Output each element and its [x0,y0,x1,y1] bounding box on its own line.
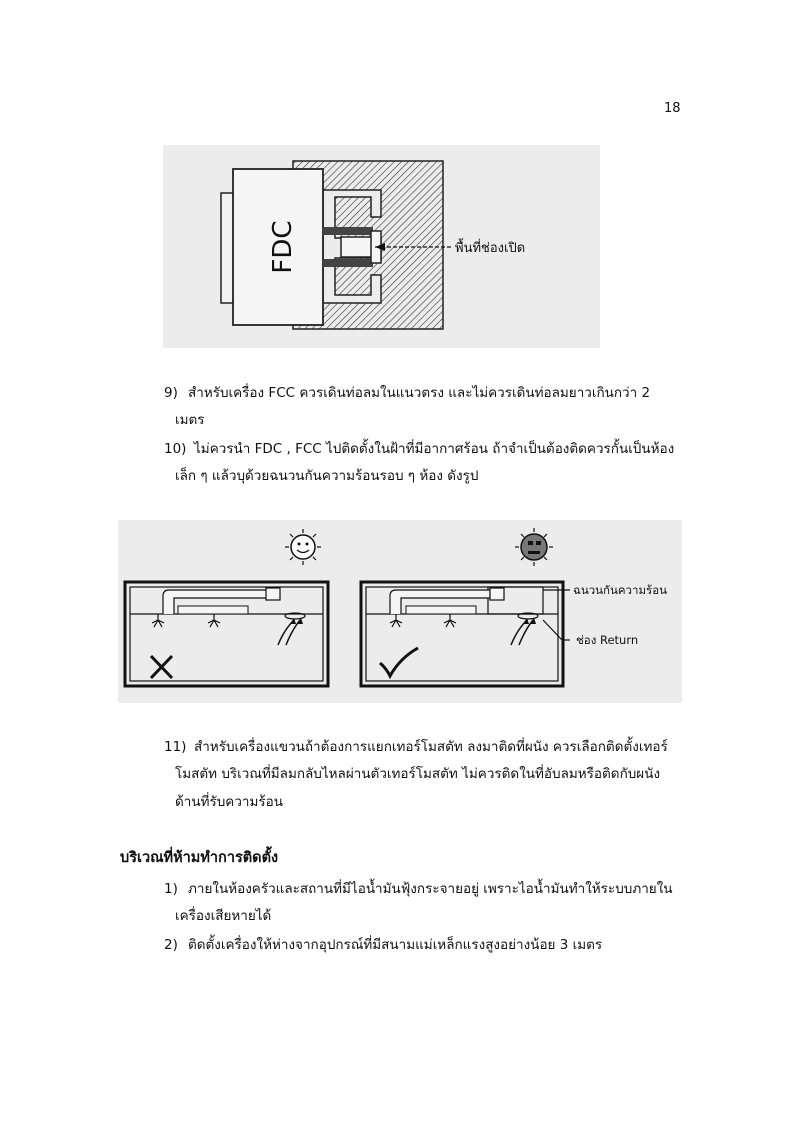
item-text-line: สำหรับเครื่องแขวนถ้าต้องการแยกเทอร์โมสตัท ลงมาติดที่ผนัง ควรเลือกติดตั้งเทอร์ [194,739,668,755]
check-icon [380,648,418,676]
item-text-line: ไม่ควรนำ FDC , FCC ไปติดตั้งในฝ้าที่มีอากาศร้อน ถ้าจำเป็นต้องติดควรกั้นเป็นห้อง [194,441,675,457]
diffuser-icon [152,614,164,627]
diffuser-icon [208,614,220,627]
diffuser-icon [444,614,456,627]
item-text-line: เล็ก ๆ แล้วบุด้วยฉนวนกันความร้อนรอบ ๆ ห้อง ดังรูป [175,468,479,484]
item-text-line: โมสตัท บริเวณที่มีลมกลับไหลผ่านตัวเทอร์โมสตัท ไม่ควรติดในที่อับลมหรือติดกับผนัง [175,766,661,782]
insulation-callout: ฉนวนกันความร้อน [573,583,667,597]
item-text-line: เมตร [175,412,205,428]
callout-label: พื้นที่ช่องเปิด [455,241,526,256]
fdc-label: FDC [268,220,298,274]
duct-collar [341,237,373,257]
item-text-line: ภายในห้องครัวและสถานที่มีไอน้ำมันฟุ้งกระจายอยู่ เพราะไอน้ำมันทำให้ระบบภายใน [188,881,673,897]
duct-lower [323,259,373,267]
cross-icon [151,656,172,678]
item-text-line: เครื่องเสียหายได้ [175,908,272,924]
page-number: 18 [664,101,681,116]
item-text-line: ด้านที่รับความร้อน [175,794,283,810]
item-number: 2) [164,937,178,953]
item-text-line: สำหรับเครื่อง FCC ควรเดินท่อลมในแนวตรง และไม่ควรเดินท่อลมยาวเกินกว่า 2 [188,385,651,401]
insulation-comparison-figure [118,520,682,703]
list-item [164,380,178,406]
section-heading: บริเวณที่ห้ามทำการติดตั้ง [120,850,279,866]
diffuser-icon [390,614,402,627]
item-number: 1) [164,881,178,897]
item-number: 11) [164,739,187,755]
fdc-opening-figure [163,145,600,348]
correct-installation-panel [361,528,667,686]
sun-icon [285,529,321,565]
item-number: 10) [164,441,187,457]
duct-upper [323,227,373,235]
wrong-installation-panel [125,529,328,686]
return-callout: ช่อง Return [576,633,639,647]
item-text-line: ติดตั้งเครื่องให้ห่างจากอุปกรณ์ที่มีสนามแม่เหล็กแรงสูงอย่างน้อย 3 เมตร [188,937,603,953]
hot-sun-icon [515,528,553,566]
item-number: 9) [164,385,178,401]
